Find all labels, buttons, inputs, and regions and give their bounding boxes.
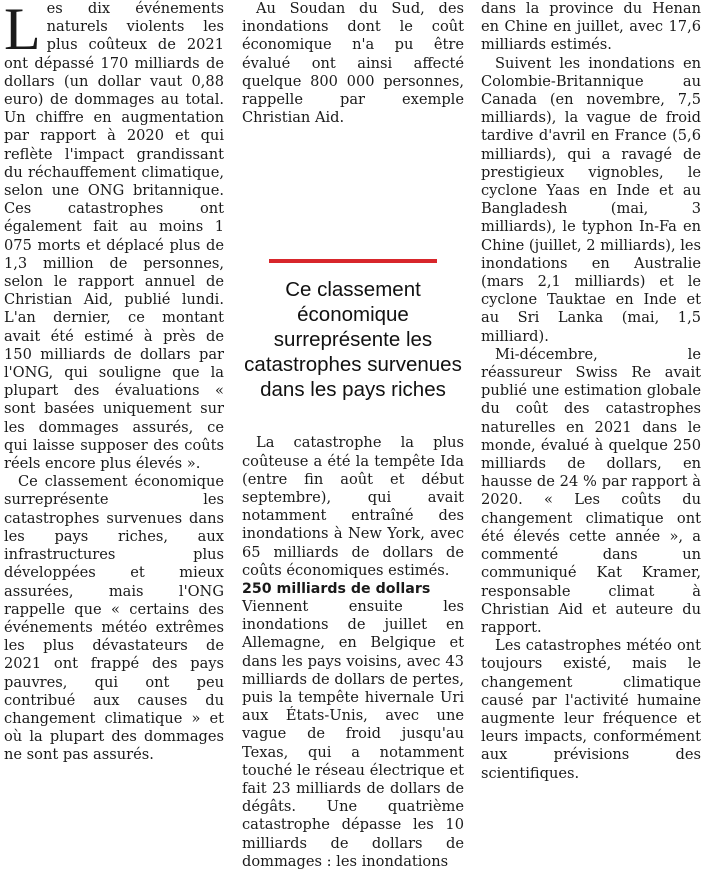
article-column-1 (4, 0, 224, 765)
pull-quote-text: Ce classement économique surreprésente les catastrophes survenues dans les pays riches (244, 278, 462, 402)
subheading: 250 milliards de dollars (242, 581, 431, 598)
article-paragraph: Au Soudan du Sud, des inondations dont le coût économique n'a pu être évalué ont ainsi affecté quelque 800 000 personnes, rappelle par exemple Christian Aid. (242, 0, 464, 127)
pull-quote-rule (269, 259, 437, 263)
article-paragraph: Suivent les inondations en Colombie-Britannique au Canada (en novembre, 7,5 milliards), la vague de froid tardive d'avril en France (5,6 milliards), qui a ravagé de prestigieux vignobles, le cyclone Yaas en Inde et au Bangladesh (mai, 3 milliards), le typhon In-Fa en Chine (juillet, 2 milliards), les inondations en Australie (mars 2,1 milliards) et le cyclone Tauktae en Inde et au Sri Lanka (mai, 1,5 milliard). (481, 54, 702, 345)
drop-cap: L (4, 0, 41, 62)
article-paragraph: Ce classement économique surreprésente les catastrophes survenues dans les pays riches, aux infrastructures plus développées et mieux assurées, mais l'ONG rappelle que « certains des événements météo extrêmes les plus dévastateurs de 2021 ont frappé des pays pauvres, qui ont peu contribué aux causes du changement climatique » et où la plupart des dommages ne sont pas assurés. (4, 473, 224, 764)
article-column-2 (242, 0, 464, 871)
article-paragraph: Les catastrophes météo ont toujours existé, mais le changement climatique causé par l'activité humaine augmente leur fréquence et leurs impacts, conformément aux prévisions des scientifiques. (481, 637, 701, 782)
article-paragraph: dans la province du Henan en Chine en juillet, avec 17,6 milliards estimés. (481, 0, 701, 54)
article-paragraph: Mi-décembre, le réassureur Swiss Re avait publié une estimation globale du coût des catastrophes naturelles en 2021 dans le monde, évalué à quelque 250 milliards de dollars, en hausse de 24 % par rapport à 2020. « Les coûts du changement climatique ont été élevés cette année », a commenté dans un communiqué Kat Kramer, responsable climat à Christian Aid et auteure du rapport. (481, 345, 701, 636)
article-paragraph: Les dix événements naturels violents les plus coûteux de 2021 ont dépassé 170 milliards de dollars (un dollar vaut 0,88 euro) de dommages au total. Un chiffre en augmentation par rapport à 2020 et qui reflète l'impact grandissant du réchauffement climatique, selon une ONG britannique. Ces catastrophes ont également fait au moins 1 075 morts et déplacé plus de 1,3 million de personnes, selon le rapport annuel de Christian Aid, publié lundi. L'an dernier, ce montant avait été estimé à près de 150 milliards de dollars par l'ONG, qui souligne que la plupart des évaluations « sont basées uniquement sur les dommages assurés, ce qui laisse supposer des coûts réels encore plus élevés ». (4, 0, 224, 473)
pull-quote (242, 259, 464, 402)
article-column-3 (481, 0, 701, 783)
article-paragraph: La catastrophe la plus coûteuse a été la tempête Ida (entre fin août et début septembre), qui avait notamment entraîné des inondations à New York, avec 65 milliards de dollars de coûts économiques estimés. (242, 434, 464, 579)
article-paragraph: Viennent ensuite les inondations de juillet en Allemagne, en Belgique et dans les pays voisins, avec 43 milliards de dollars de pertes, puis la tempête hivernale Uri aux États-Unis, avec une vague de froid jusqu'au Texas, qui a notamment touché le réseau électrique et fait 23 milliards de dollars de dégâts. Une quatrième catastrophe dépasse les 10 milliards de dollars de dommages : les inondations (242, 598, 464, 870)
